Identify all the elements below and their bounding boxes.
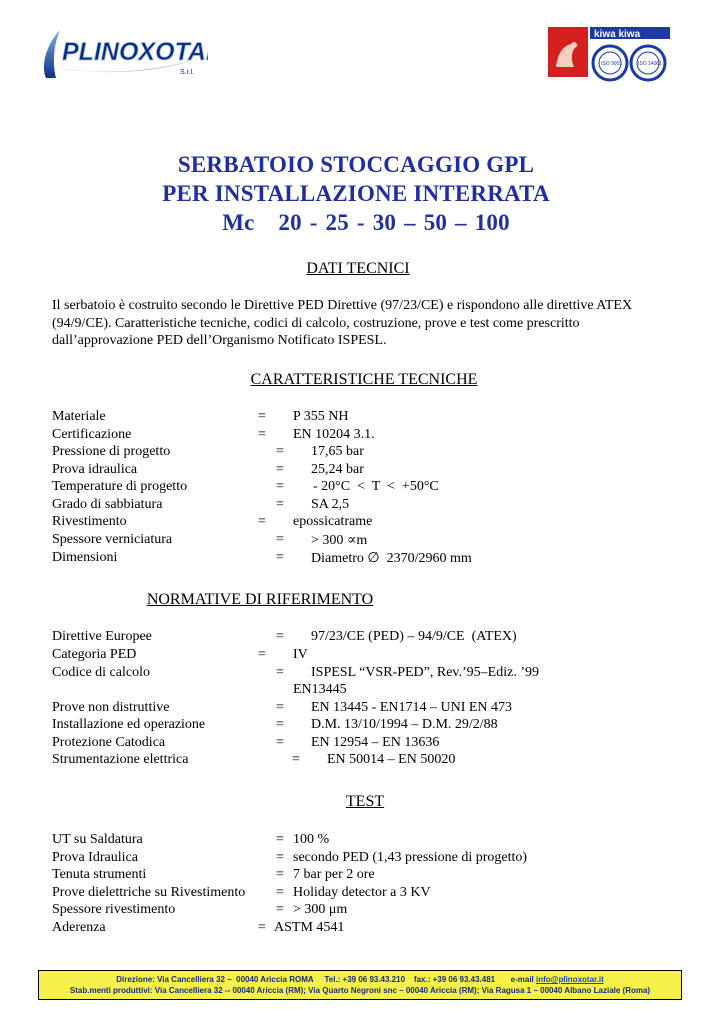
table-row [52, 850, 528, 868]
row-label: Protezione Catodica [52, 735, 166, 750]
row-value: IV [293, 647, 308, 662]
row-equals: = [276, 444, 284, 459]
heading-dati-tecnici: DATI TECNICI [306, 260, 410, 277]
footer-line-1 [39, 974, 681, 985]
row-value: - 20°C < T < +50°C [313, 479, 439, 494]
row-value: ASTM 4541 [274, 920, 345, 935]
row-value: EN 10204 3.1. [293, 427, 375, 442]
row-value: EN 12954 – EN 13636 [311, 735, 440, 750]
row-value: Diametro ∅ 2370/2960 mm [311, 551, 472, 566]
row-equals: = [258, 409, 266, 424]
row-value: SA 2,5 [311, 497, 350, 512]
logo-sub: S.r.l. [180, 69, 195, 76]
row-value: 7 bar per 2 ore [293, 867, 375, 882]
row-equals: = [276, 462, 284, 477]
row-label: Grado di sabbiatura [52, 497, 163, 512]
cert-seal-text: ISO 9001 [601, 61, 623, 67]
row-label: Tenuta strumenti [52, 867, 147, 882]
row-value: 17,65 bar [311, 444, 364, 459]
row-value: 97/23/CE (PED) – 94/9/CE (ATEX) [311, 629, 517, 644]
row-value: epossicatrame [293, 514, 373, 529]
table-row [52, 647, 308, 665]
row-value: EN 50014 – EN 50020 [327, 752, 456, 767]
row-label: Strumentazione elettrica [52, 752, 189, 767]
table-row [52, 497, 350, 515]
row-equals: = [276, 629, 284, 644]
table-row [52, 550, 472, 568]
row-label: Categoria PED [52, 647, 137, 662]
row-value: EN13445 [293, 682, 347, 697]
row-label: Certificazione [52, 427, 132, 442]
table-row [52, 885, 431, 903]
table-row [52, 752, 456, 770]
row-equals: = [276, 902, 284, 917]
row-equals: = [276, 735, 284, 750]
row-label: Prove non distruttive [52, 700, 170, 715]
row-label: Spessore verniciatura [52, 532, 173, 547]
row-label: Prova Idraulica [52, 850, 138, 865]
row-value: P 355 NH [293, 409, 349, 424]
row-label: Aderenza [52, 920, 106, 935]
row-value: ISPESL “VSR-PED”, Rev.’95–Ediz. ’99 [311, 665, 539, 680]
row-label: Pressione di progetto [52, 444, 171, 459]
row-label: Prova idraulica [52, 462, 138, 477]
table-row [52, 629, 517, 647]
table-row [52, 479, 439, 497]
row-equals: = [276, 550, 284, 565]
row-equals: = [276, 832, 284, 847]
row-value: > 300 ∝m [311, 533, 368, 548]
footer-address: Direzione: Via Cancelliera 32 – 00040 Ariccia ROMA Tel.: +39 06 93.43.210 fax.: +39 06 93.43.481 e-mail [116, 975, 536, 984]
row-equals: = [276, 717, 284, 732]
row-equals: = [258, 427, 266, 442]
table-row [52, 867, 375, 885]
title-line-3: Mc 20 - 25 - 30 – 50 – 100 [222, 210, 510, 235]
row-equals: = [276, 700, 284, 715]
footer-line-2: Stab.menti produttivi: Via Cancelliera 32 -- 00040 Ariccia (RM); Via Quarto Negroni snc – 00040 Ariccia (RM); Via Ragusa 1 – 00040 Albano Laziale (Roma) [69, 986, 651, 995]
row-equals: = [276, 665, 284, 680]
row-equals: = [276, 885, 284, 900]
title-line-1: SERBATOIO STOCCAGGIO GPL [177, 152, 535, 177]
intro-paragraph: Il serbatoio è costruito secondo le Direttive PED Direttive (97/23/CE) e rispondono alle direttive ATEX (94/9/CE). Caratteristiche tecniche, codici di calcolo, costruzione, prove e test come prescritto dall’approvazione PED dell’Organismo Notificato ISPESL. [52, 298, 633, 348]
table-row [52, 700, 513, 718]
row-equals: = [276, 532, 284, 547]
row-equals: = [292, 752, 300, 767]
row-label: Dimensioni [52, 550, 118, 565]
row-value: Holiday detector a 3 KV [293, 885, 431, 900]
row-label: Codice di calcolo [52, 665, 150, 680]
table-row [52, 532, 368, 550]
table-row [52, 427, 375, 445]
row-label: Prove dielettriche su Rivestimento [52, 885, 246, 900]
row-equals: = [276, 497, 284, 512]
table-row [52, 920, 345, 938]
table-row [52, 665, 539, 683]
row-equals: = [276, 850, 284, 865]
heading-test: TEST [345, 793, 385, 810]
table-row [52, 462, 364, 480]
table-row [52, 717, 498, 735]
row-label: Temperature di progetto [52, 479, 188, 494]
heading-caratteristiche: CARATTERISTICHE TECNICHE [250, 371, 478, 388]
row-label: Direttive Europee [52, 629, 152, 644]
table-row [52, 409, 349, 427]
certification-logo [548, 27, 670, 89]
row-label: Rivestimento [52, 514, 127, 529]
row-value: 100 % [293, 832, 330, 847]
table-row [52, 682, 347, 700]
company-logo [38, 28, 208, 84]
row-value: 25,24 bar [311, 462, 364, 477]
cert-seal-text-2: ISO 14001 [638, 61, 662, 67]
row-value: EN 13445 - EN1714 – UNI EN 473 [311, 700, 513, 715]
row-label: UT su Saldatura [52, 832, 143, 847]
table-row [52, 514, 373, 532]
plinoxotar-logo-graphic [38, 28, 208, 84]
row-equals: = [258, 920, 266, 935]
row-value: > 300 μm [293, 902, 348, 917]
row-value: D.M. 13/10/1994 – D.M. 29/2/88 [311, 717, 498, 732]
row-equals: = [258, 647, 266, 662]
row-label: Materiale [52, 409, 106, 424]
table-row [52, 902, 348, 920]
row-equals: = [276, 479, 284, 494]
kiwa-cert-graphic [548, 27, 670, 89]
table-row [52, 735, 440, 753]
row-label: Spessore rivestimento [52, 902, 176, 917]
row-equals: = [276, 867, 284, 882]
row-value: secondo PED (1,43 pressione di progetto) [293, 850, 528, 865]
cert-text: kiwa kiwa [594, 29, 641, 40]
logo-text: PLINOXOTAR [62, 38, 208, 66]
row-label: Installazione ed operazione [52, 717, 206, 732]
table-row [52, 832, 330, 850]
email-link[interactable]: info@plinoxotar.it [536, 975, 604, 984]
row-equals: = [258, 514, 266, 529]
title-line-2: PER INSTALLAZIONE INTERRATA [162, 181, 550, 206]
footer-contact-box [38, 970, 682, 1000]
heading-normative: NORMATIVE DI RIFERIMENTO [146, 591, 374, 608]
table-row [52, 444, 364, 462]
